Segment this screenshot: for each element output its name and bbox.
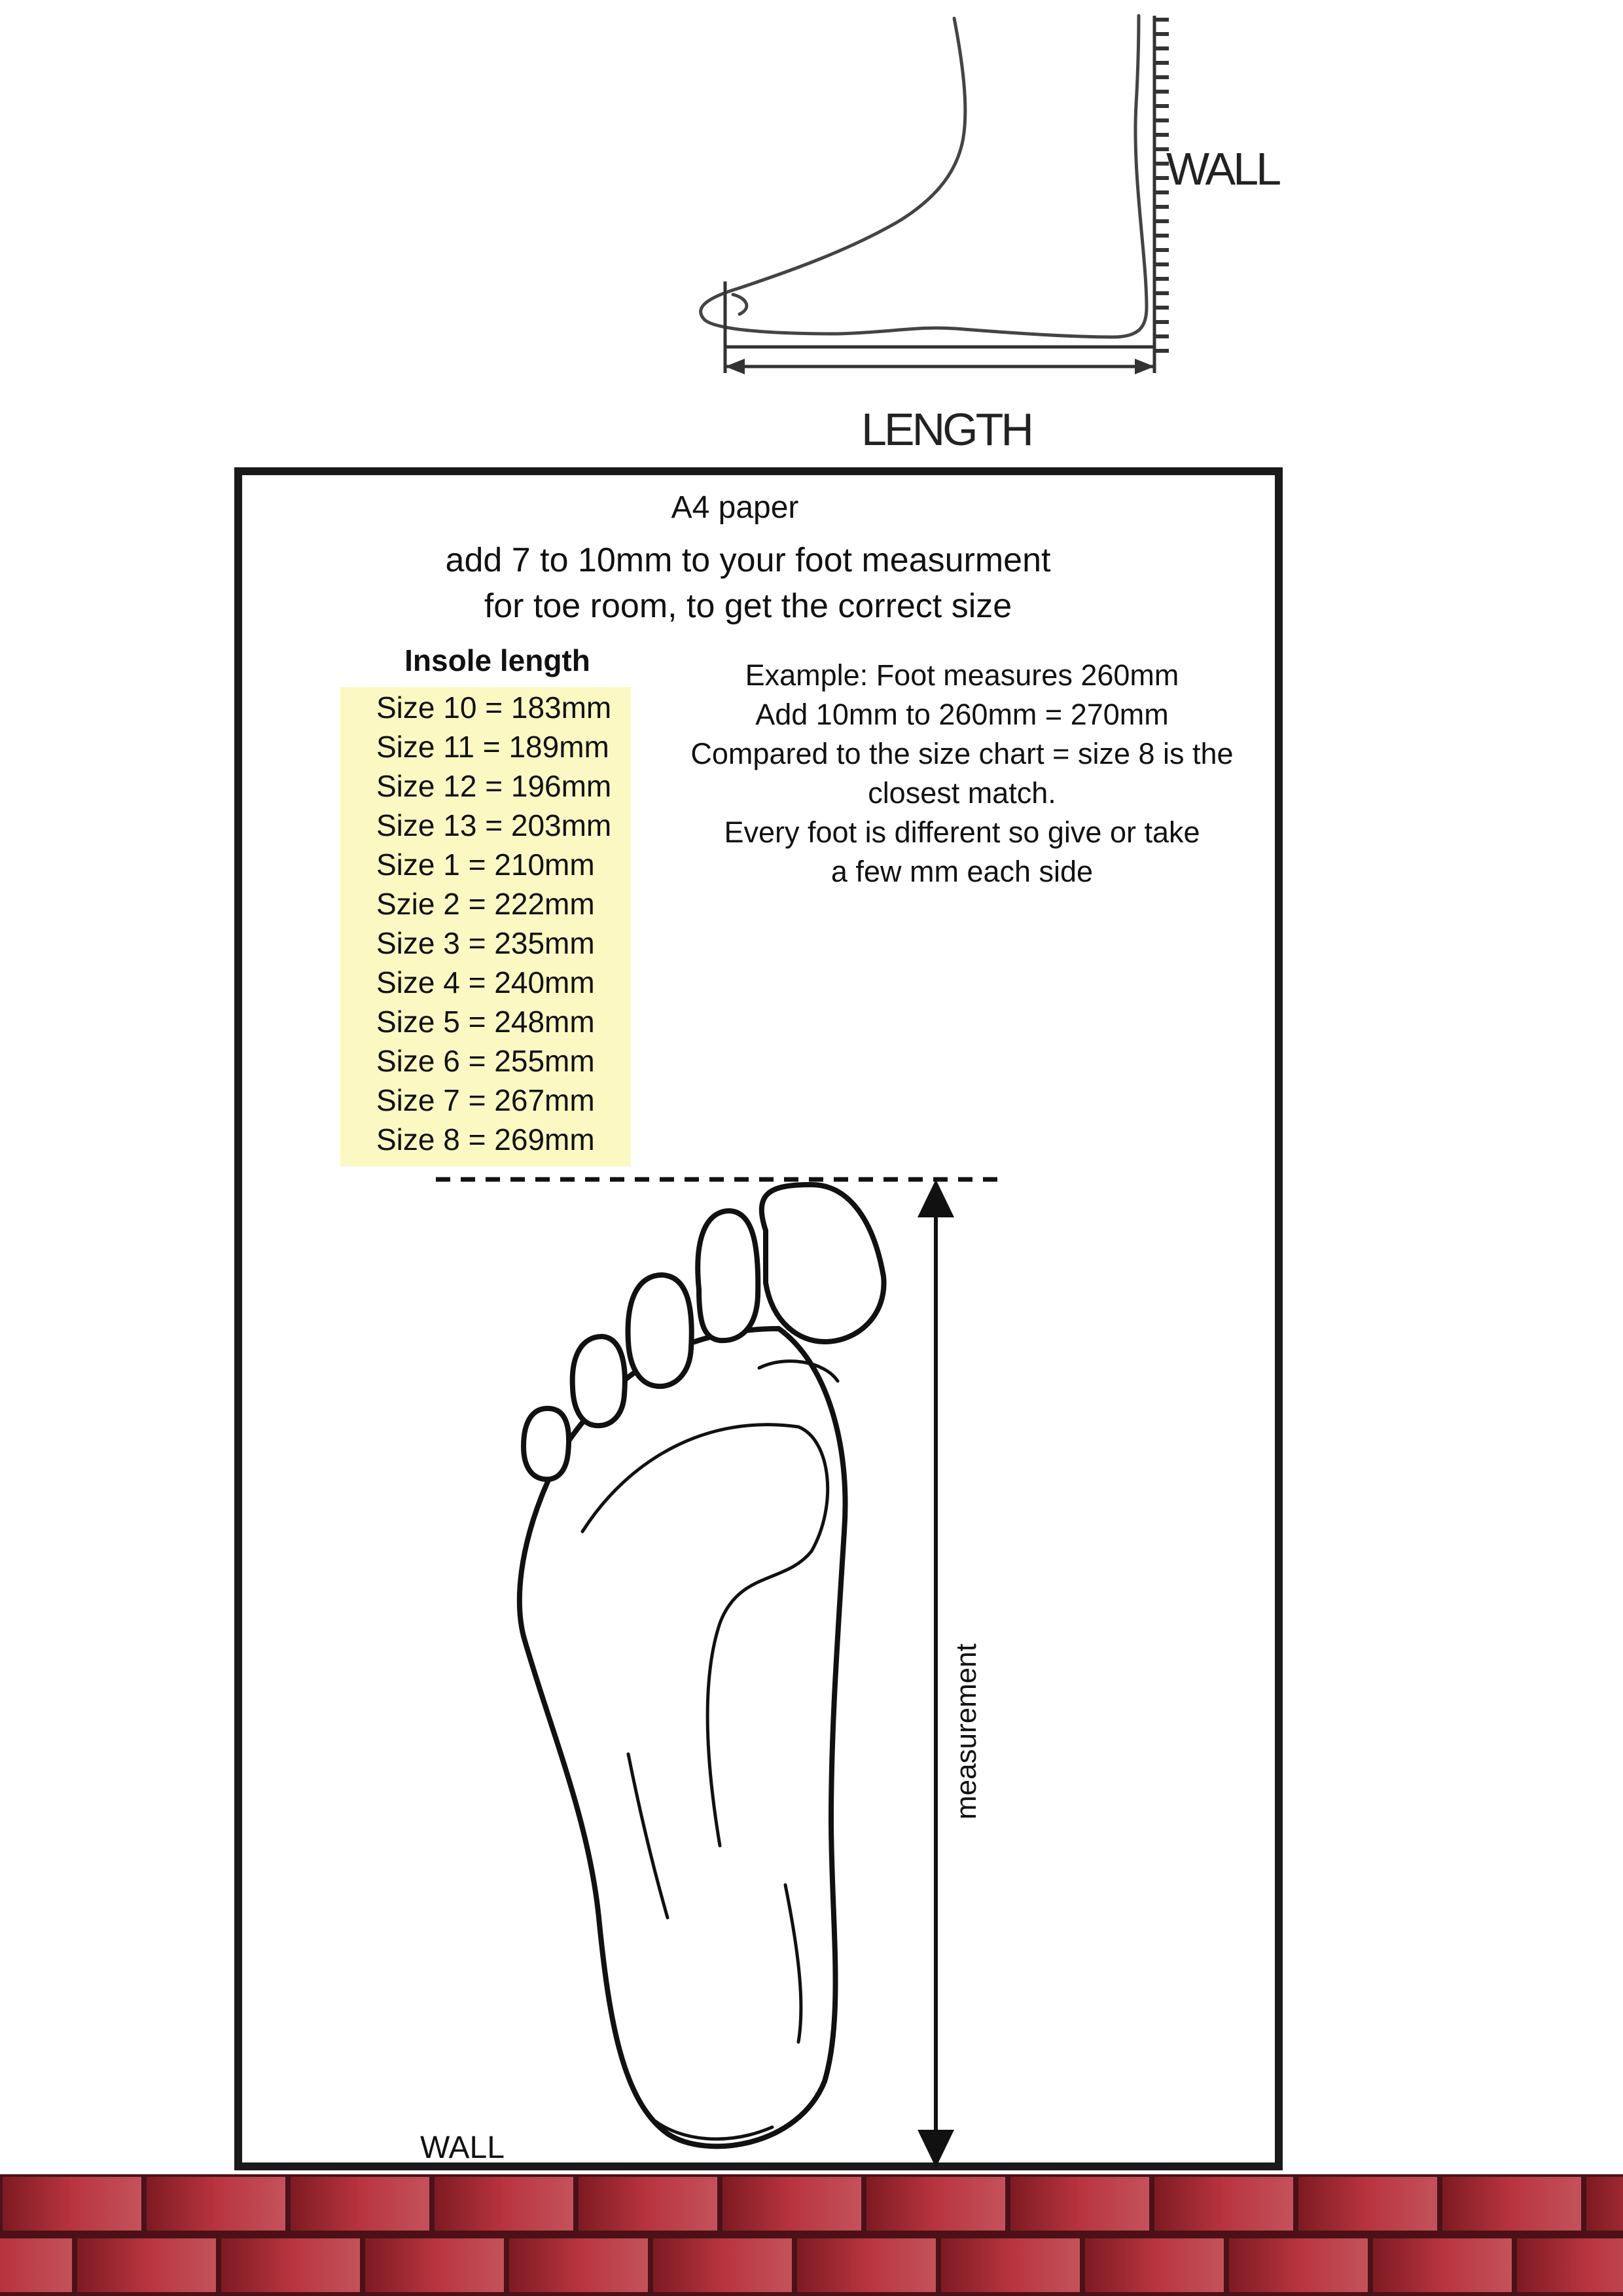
brick [1517,2238,1623,2292]
insole-length-title: Insole length [404,643,590,677]
brick [1373,2238,1512,2292]
brick [0,2238,72,2292]
size-chart-item: Size 5 = 248mm [376,1005,595,1039]
size-chart-item: Size 1 = 210mm [376,848,595,882]
brick-wall [0,2174,1623,2296]
brick [1154,2177,1293,2231]
size-chart-item: Size 7 = 267mm [376,1083,595,1117]
brick [221,2238,360,2292]
example-line: Add 10mm to 260mm = 270mm [755,698,1169,731]
brick [147,2177,285,2231]
brick [653,2238,792,2292]
brick [797,2238,936,2292]
brick [1229,2238,1368,2292]
side-view-foot-illustration [681,7,1309,465]
brick [509,2238,648,2292]
foot-sole-illustration [432,1165,1008,2173]
size-chart-item: Size 3 = 235mm [376,926,595,960]
example-line: Every foot is different so give or take [724,816,1200,849]
little-toe [524,1408,569,1479]
size-chart-item: Size 12 = 196mm [376,769,612,803]
size-chart-item: Size 8 = 269mm [376,1122,595,1157]
instruction-line: add 7 to 10mm to your foot measurment [445,541,1051,579]
brick [1586,2177,1623,2231]
brick [1298,2177,1437,2231]
size-chart-item: Size 10 = 183mm [376,691,612,725]
example-line: Example: Foot measures 260mm [745,658,1179,692]
brick [365,2238,504,2292]
size-chart-item: Size 13 = 203mm [376,808,612,842]
brick [435,2177,573,2231]
big-toe [762,1185,884,1342]
brick [1442,2177,1581,2231]
brick [77,2238,216,2292]
arrow-head-bottom [918,2130,954,2168]
arrow-head-top [918,1179,954,1217]
example-line: a few mm each side [830,855,1094,888]
example-line: closest match. [868,776,1056,810]
brick [579,2177,717,2231]
size-chart-item: Size 6 = 255mm [376,1044,595,1078]
brick [941,2238,1080,2292]
brick [1085,2238,1224,2292]
length-label: LENGTH [861,404,1031,455]
brick [291,2177,429,2231]
example-line: Compared to the size chart = size 8 is the [690,737,1234,770]
second-toe [698,1211,758,1340]
size-chart-item: Size 4 = 240mm [376,965,595,999]
brick [3,2177,141,2231]
measurement-label: measurement [950,1643,982,1820]
instruction-line: for toe room, to get the correct size [484,587,1012,625]
paper-title: A4 paper [671,490,799,525]
third-toe [628,1275,692,1386]
fourth-toe [573,1336,625,1426]
brick [722,2177,861,2231]
brick [866,2177,1005,2231]
wall-label-side: WALL [1166,143,1279,194]
wall-label-bottom: WALL [420,2130,505,2165]
size-chart-item: Size 11 = 189mm [376,730,609,764]
brick [1010,2177,1149,2231]
size-chart-item: Szie 2 = 222mm [376,887,595,921]
